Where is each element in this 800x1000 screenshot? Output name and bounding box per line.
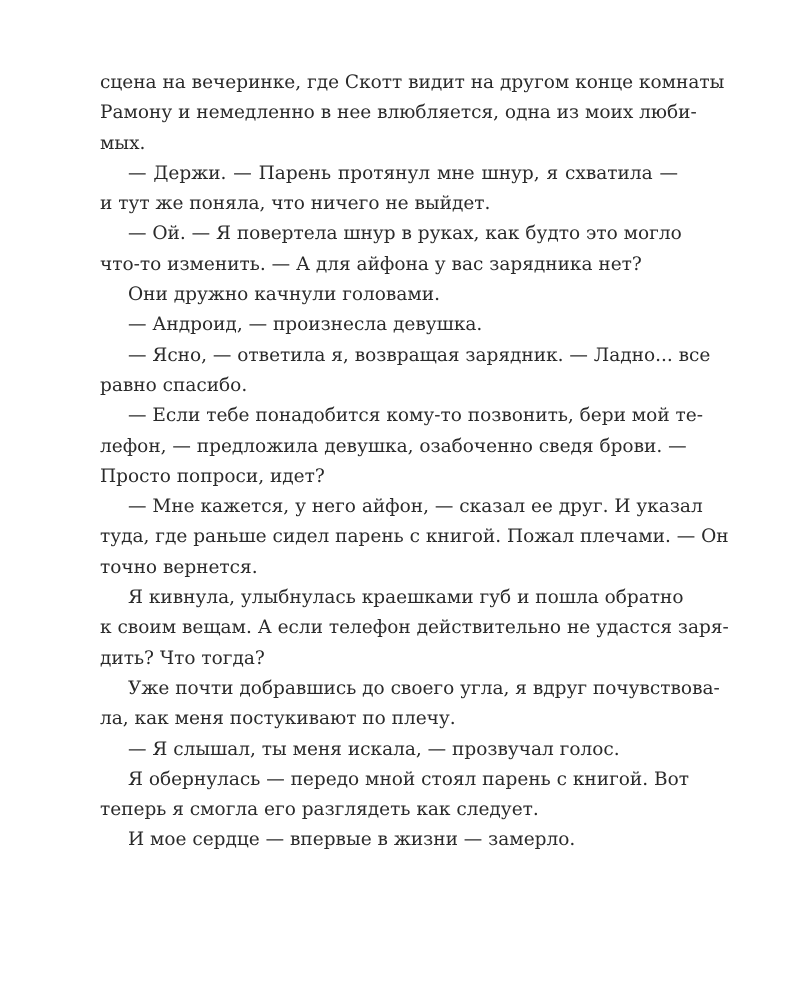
text-line: — Мне кажется, у него айфон, — сказал ее друг. И указал xyxy=(128,496,703,518)
paragraph xyxy=(100,765,689,826)
text-line: Я кивнула, улыбнулась краешками губ и пошла обратно xyxy=(128,587,684,609)
text-line: — Ясно, — ответила я, возвращая зарядник. — Ладно... все xyxy=(128,344,711,366)
text-line: теперь я смогла его разглядеть как следует. xyxy=(100,799,539,821)
text-line: Просто попроси, идет? xyxy=(100,465,325,487)
text-line: — Я слышал, ты меня искала, — прозвучал голос. xyxy=(128,738,620,760)
paragraph xyxy=(100,219,682,280)
text-line: дить? Что тогда? xyxy=(100,647,265,669)
text-line: Они дружно качнули головами. xyxy=(128,284,440,306)
paragraph xyxy=(100,492,729,583)
text-line: — Андроид, — произнесла девушка. xyxy=(128,314,483,336)
paragraph xyxy=(100,401,703,492)
paragraph xyxy=(100,583,729,674)
book-page xyxy=(100,68,729,856)
text-line: И мое сердце — впервые в жизни — замерло. xyxy=(128,829,576,851)
text-line: — Ой. — Я повертела шнур в руках, как будто это могло xyxy=(128,223,682,245)
paragraph xyxy=(100,341,711,402)
text-line: ла, как меня постукивают по плечу. xyxy=(100,708,456,730)
paragraph xyxy=(100,674,720,735)
text-line: мых. xyxy=(100,132,146,154)
text-line: туда, где раньше сидел парень с книгой. Пожал плечами. — Он xyxy=(100,526,729,548)
text-line: сцена на вечеринке, где Скотт видит на другом конце комнаты xyxy=(100,72,725,93)
paragraph xyxy=(100,310,678,340)
text-line: — Держи. — Парень протянул мне шнур, я схватила — xyxy=(128,162,678,184)
text-line: к своим вещам. А если телефон действительно не удастся заря- xyxy=(100,617,729,639)
text-line: Я обернулась — передо мной стоял парень с книгой. Вот xyxy=(128,768,689,790)
text-line: лефон, — предложила девушка, озабоченно сведя брови. — xyxy=(100,435,687,457)
paragraph xyxy=(100,735,678,765)
paragraph xyxy=(100,68,725,159)
text-body xyxy=(100,68,729,856)
text-line: равно спасибо. xyxy=(100,374,248,396)
paragraph xyxy=(100,825,678,855)
text-line: Уже почти добравшись до своего угла, я вдруг почувствова- xyxy=(128,677,720,699)
text-line: Рамону и немедленно в нее влюбляется, одна из моих люби- xyxy=(100,102,697,124)
paragraph xyxy=(100,280,678,310)
text-line: — Если тебе понадобится кому-то позвонить, бери мой те- xyxy=(128,405,703,427)
text-line: и тут же поняла, что ничего не выйдет. xyxy=(100,193,491,215)
paragraph xyxy=(100,159,678,220)
text-line: точно вернется. xyxy=(100,556,258,578)
text-line: что-то изменить. — А для айфона у вас зарядника нет? xyxy=(100,253,642,275)
